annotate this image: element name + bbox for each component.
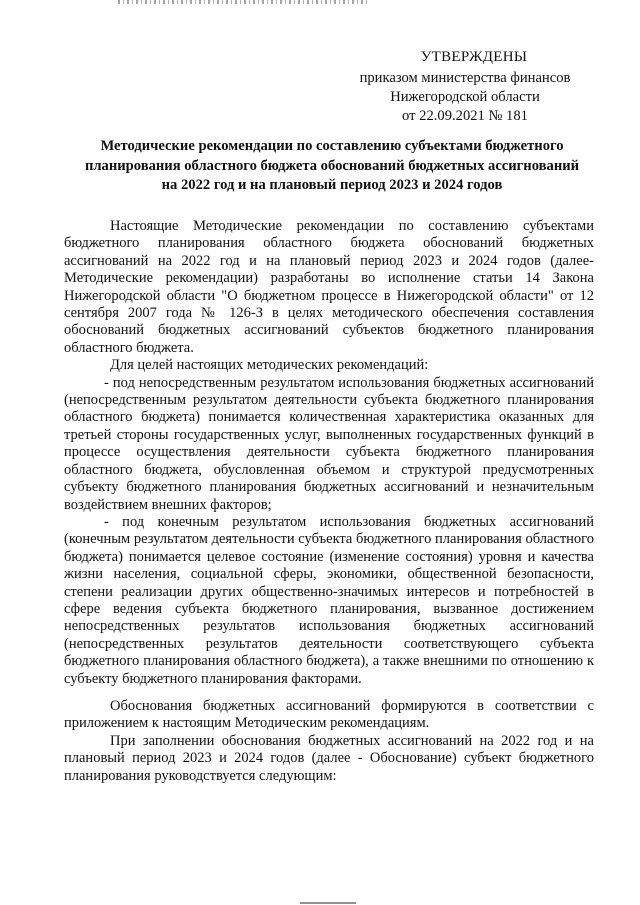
scan-artifact-bottom [300,902,356,904]
approval-line-date: от 22.09.2021 № 181 [402,108,528,124]
paragraph-final-result: - под конечным результатом использования бюджетных ассигнований (конечным результатом деятельности субъекта бюджетного планирования областного бюджета) понимается целевое состояние (изменение состояния) уровня и качества жизни населения, социальной сферы, экономики, общественной безопасности, степени реализации других общественно-значимых интересов и потребностей в сфере ведения субъекта бюджетного планирования, вызванное достижением непосредственных результатов использования бюджетных ассигнований (непосредственных результатов деятельности соответствующего субъекта бюджетного планирования областного бюджета), а также внешними по отношению к субъекту бюджетного планирования факторами. [64,513,594,687]
approval-line-region: Нижегородской области [390,89,540,105]
paragraph-direct-result: - под непосредственным результатом использования бюджетных ассигнований (непосредственным результатом деятельности субъекта бюджетного планирования областного бюджета) понимается количественная характеристика оказанных для третьей стороны государственных услуг, выполненных государственных функций в процессе осуществления деятельности субъекта бюджетного планирования областного бюджета, обусловленная объемом и структурой предусмотренных субъекту бюджетного планирования бюджетных ассигнований и незначительным воздействием внешних факторов; [64,374,594,513]
paragraph-definitions-lead: Для целей настоящих методических рекомендаций: [110,357,429,374]
paragraph-intro: Настоящие Методические рекомендации по составлению субъектами бюджетного планирования областного бюджета обоснований бюджетных ассигнований на 2022 год и на плановый период 2023 и 2024 годов (далее- Методические рекомендации) разработаны во исполнение статьи 14 Закона Нижегородской области "О бюджетном процессе в Нижегородской области" от 12 сентября 2007 года № 126-З в целях методического обеспечения составления обоснований бюджетных ассигнований субъектов бюджетного планирования областного бюджета. [64,218,594,356]
scan-artifact-top [118,0,368,4]
document-title-line: Методические рекомендации по составлению субъектами бюджетного [100,138,564,154]
paragraph-formation: Обоснования бюджетных ассигнований формируются в соответствии с приложением к настоящим Методическим рекомендациям. [64,697,594,732]
document-body [64,218,594,785]
document-title-line: на 2022 год и на плановый период 2023 и 2024 годов [161,177,503,193]
document-title [62,137,602,196]
approval-stamp-block [330,48,600,126]
approval-line-order: приказом министерства финансов [359,70,571,86]
paragraph-filling: При заполнении обоснования бюджетных ассигнований на 2022 год и на плановый период 2023 и 2024 годов (далее - Обоснование) субъект бюджетного планирования руководствуется следующим: [64,732,594,784]
approval-title: УТВЕРЖДЕНЫ [420,49,528,65]
document-title-line: планирования областного бюджета обоснований бюджетных ассигнований [84,157,580,174]
